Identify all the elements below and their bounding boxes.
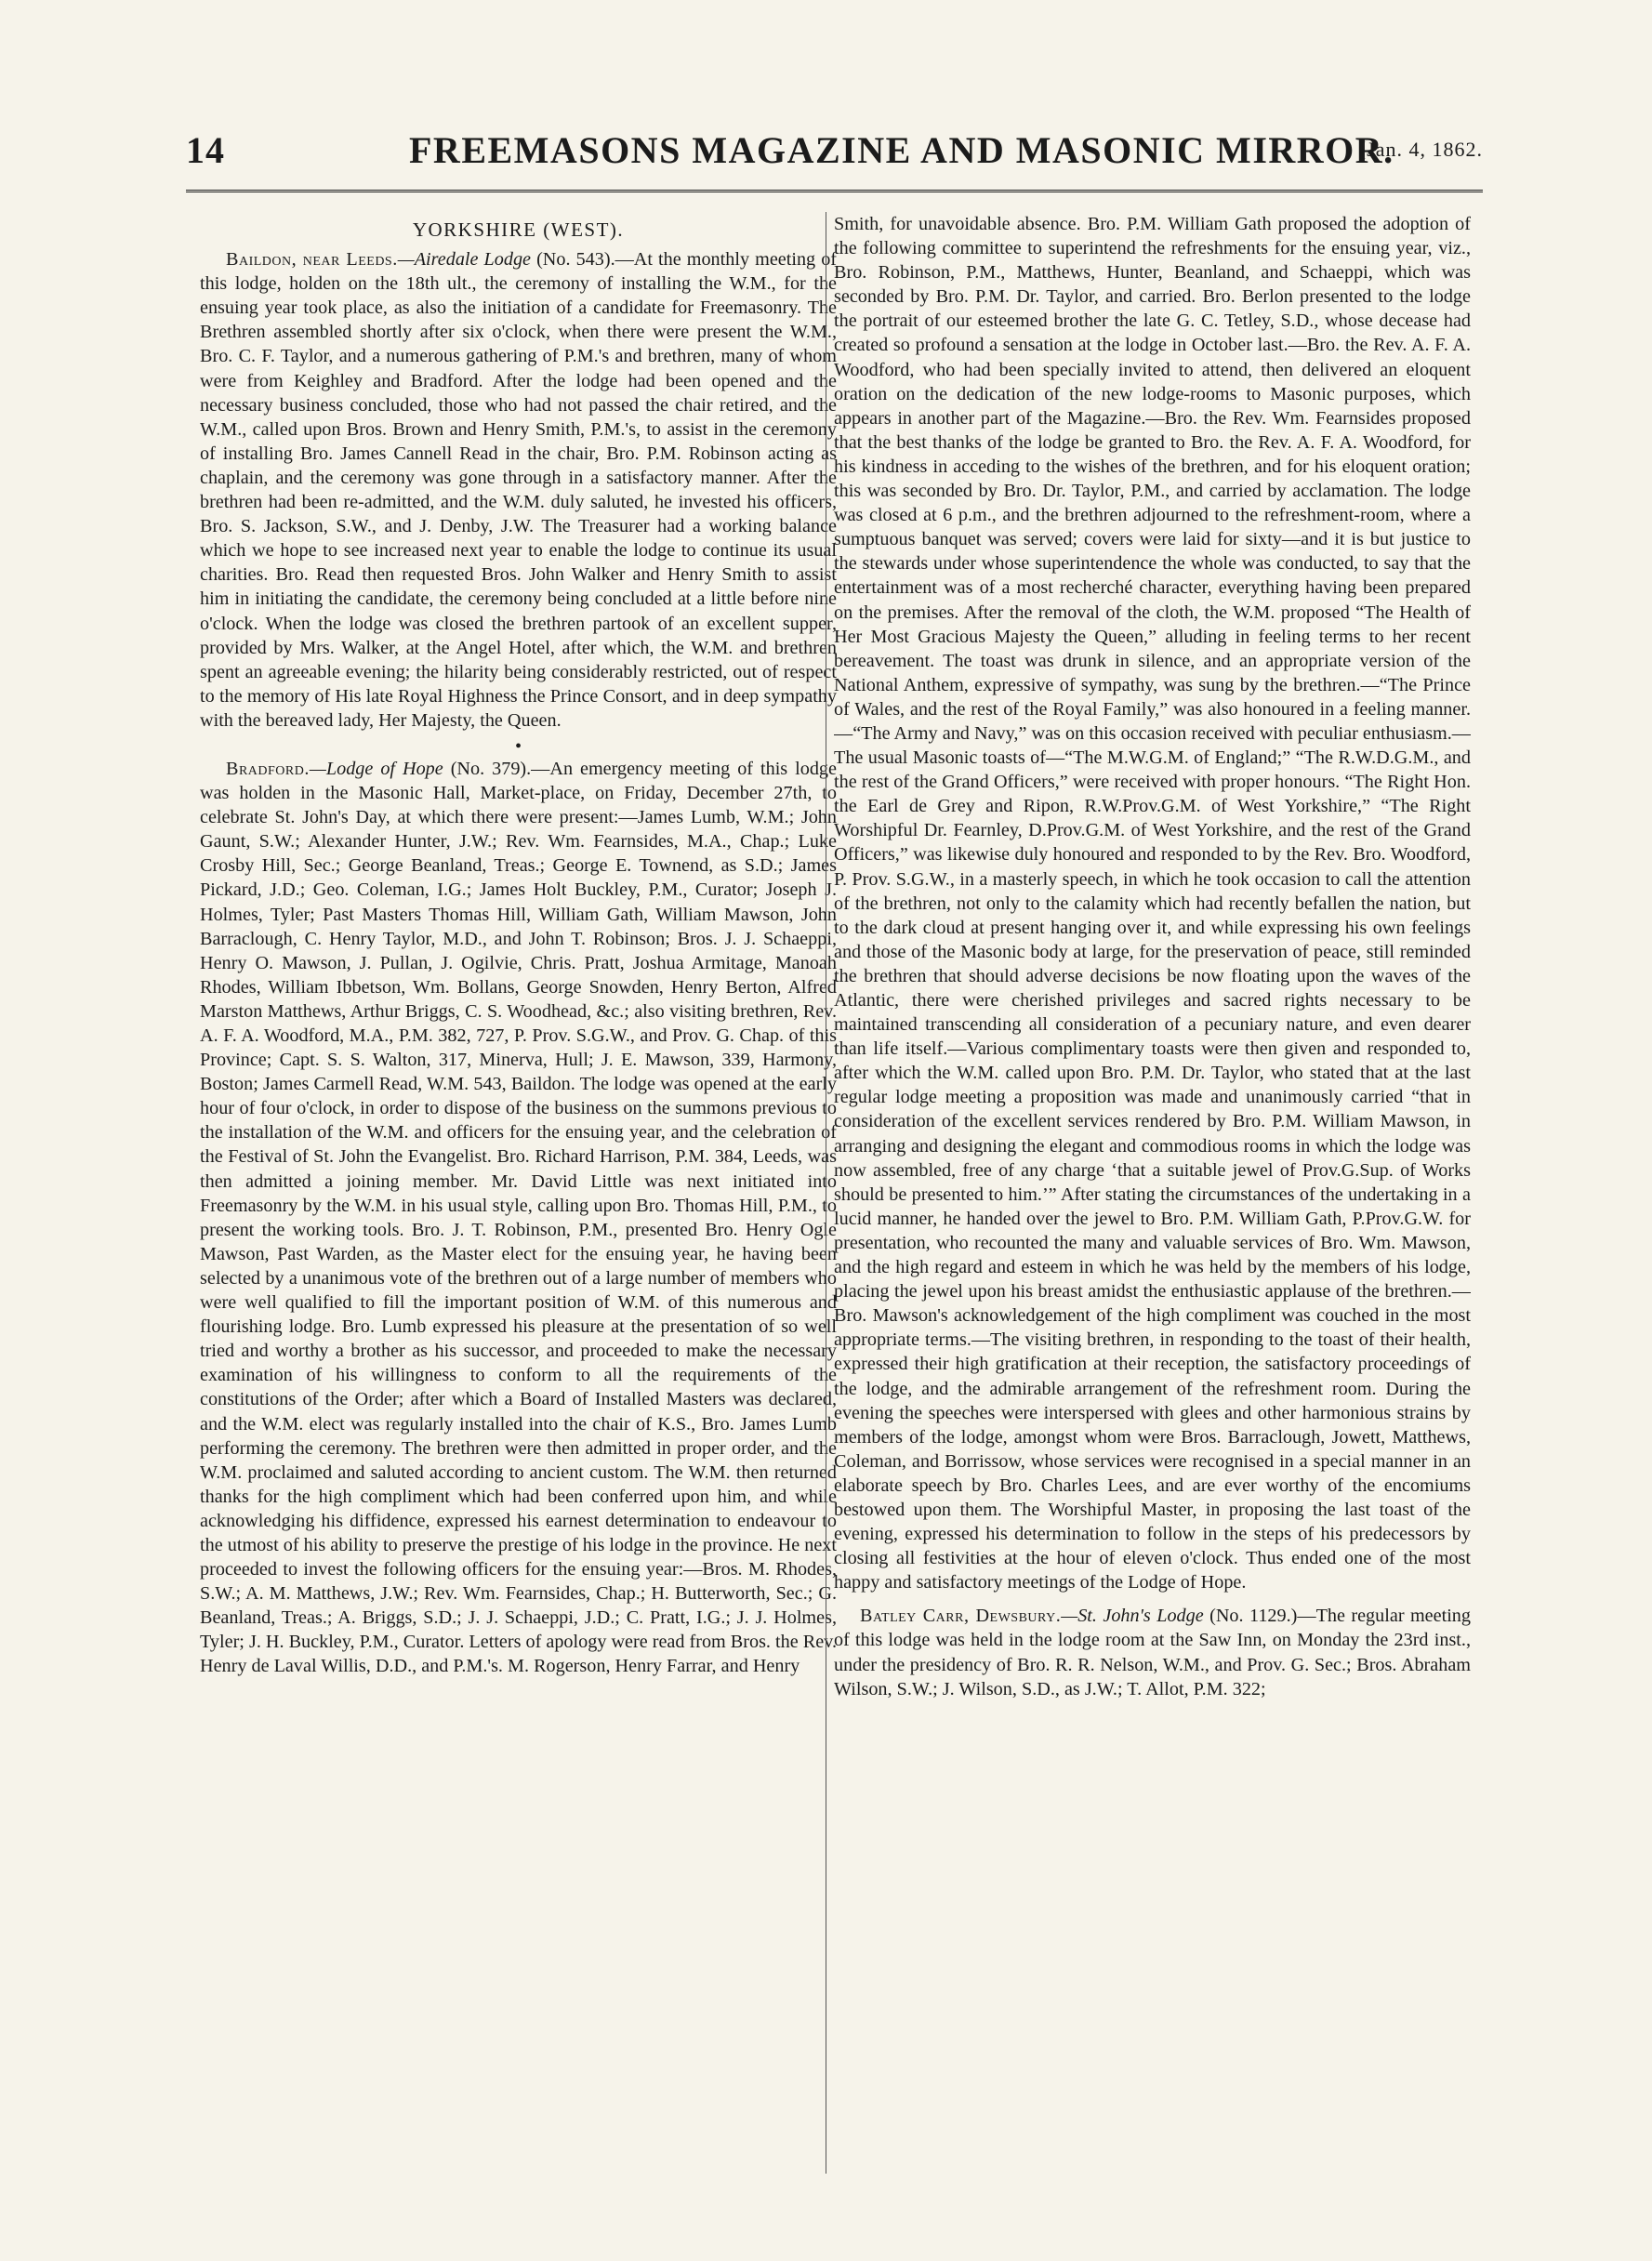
left-column (200, 212, 837, 2174)
page-header (186, 128, 1483, 180)
article-text: (No. 1129.)—The regular meeting of this lodge was held in the lodge room at the Saw Inn, on Monday the 23rd inst., under the presidency of Bro. R. R. Nelson, W.M., and Prov. G. Sec.; Bros. Abraham Wilson, S.W.; J. Wilson, S.D., as J.W.; T. Allot, P.M. 322; (834, 1606, 1471, 1699)
lodge-name: —St. John's Lodge (1061, 1606, 1204, 1627)
issue-date: [Jan. 4, 1862. (1358, 138, 1483, 161)
place-name: Bradford. (226, 758, 310, 779)
section-heading: YORKSHIRE (WEST). (412, 218, 625, 241)
article-bradford (200, 757, 837, 1679)
article-text: Smith, for unavoidable absence. Bro. P.M. William Gath proposed the adoption of the following committee to superintend the refreshments for the ensuing year, viz., Bro. Robinson, P.M., Matthews, Hunter, Beanland, and Schaeppi, which was seconded by Bro. P.M. Dr. Taylor, and carried. Bro. Berlon presented to the lodge the portrait of our esteemed brother the late G. C. Tetley, S.D., whose decease had created so profound a sensation at the lodge in October last.—Bro. the Rev. A. F. A. Woodford, who had been specially invited to attend, then delivered an eloquent oration on the dedication of the new lodge-rooms to Masonic purposes, which appears in another part of the Magazine.—Bro. the Rev. Wm. Fearnsides proposed that the best thanks of the lodge be granted to Bro. the Rev. A. F. A. Woodford, for his kindness in acceding to the wishes of the brethren, and for his eloquent oration; this was seconded by Bro. Dr. Taylor, P.M., and carried by acclamation. The lodge was closed at 6 p.m., and the brethren adjourned to the refreshment-room, where a sumptuous banquet was served; covers were laid for sixty—and it is but justice to the stewards under whose superintendence the whole was conducted, to say that the entertainment was of a most recherché character, everything having been prepared on the premises. After the removal of the cloth, the W.M. proposed “The Health of Her Most Gracious Majesty the Queen,” alluding in feeling terms to her recent bereavement. The toast was drunk in silence, and an appropriate version of the National Anthem, expressive of sympathy, was sung by the brethren.—“The Prince of Wales, and the rest of the Royal Family,” was also honoured in a feeling manner.—“The Army and Navy,” was on this occasion received with peculiar enthusiasm.—The usual Masonic toasts of—“The M.W.G.M. of England;” “The R.W.D.G.M., and the rest of the Grand Officers,” were received with proper honours. “The Right Hon. the Earl de Grey and Ripon, R.W.Prov.G.M. of West Yorkshire,” “The Right Worshipful Dr. Fearnley, D.Prov.G.M. of West Yorkshire, and the rest of the Grand Officers,” was likewise duly honoured and responded to by the Rev. Bro. Woodford, P. Prov. S.G.W., in a masterly speech, in which he took occasion to call the attention of the brethren, not only to the calamity which had recently befallen the nation, but to the dark cloud at present hanging over it, and while expressing his own feelings and those of the Masonic body at large, for the preservation of peace, still reminded the brethren that should adverse decisions be now floating upon the waves of the Atlantic, there were cherished privileges and sacred rights necessary to be maintained transcending all consideration of a pecuniary nature, and even dearer than life itself.—Various complimentary toasts were then given and responded to, after which the W.M. called upon Bro. P.M. Dr. Taylor, who stated that at the last regular lodge meeting a proposition was made and unanimously carried “that in consideration of the excellent services rendered by Bro. P.M. William Mawson, in arranging and designing the elegant and commodious rooms in which the lodge was now assembled, free of any charge ‘that a suitable jewel of Prov.G.Sup. of Works should be presented to him.’” After stating the circumstances of the undertaking in a lucid manner, he handed over the jewel to Bro. P.M. William Gath, P.Prov.G.W. for presentation, who recounted the many and valuable services of Bro. Wm. Mawson, and the high regard and esteem in which he was held by the members of his lodge, placing the jewel upon his breast amidst the enthusiastic applause of the brethren.—Bro. Mawson's acknowledgement of the high compliment was couched in the most appropriate terms.—The visiting brethren, in responding to the toast of their health, expressed their high gratification at their reception, the satisfactory proceedings of the lodge, and the admirable arrangement of the refreshment room. During the evening the speeches were interspersed with glees and other harmonious strains by members of the lodge, amongst whom were Bros. Barraclough, Jowett, Matthews, Coleman, and Borrissow, whose services were recognised in a special manner in an elaborate speech by Bro. Charles Lees, and are ever worthy of the encomiums bestowed upon them. The Worshipful Master, in proposing the last toast of the evening, expressed his determination to follow in the steps of his predecessors by closing all festivities at the hour of eleven o'clock. Thus ended one of the most happy and satisfactory meetings of the Lodge of Hope. (834, 214, 1471, 1593)
page-number: 14 (186, 129, 225, 171)
article-baildon (200, 247, 837, 733)
article-bradford-continued (834, 212, 1471, 1594)
article-text: (No. 543).—At the monthly meeting of this lodge, holden on the 18th ult., the ceremony of installing the W.M., for the ensuing year took place, as also the initiation of a candidate for Freemasonry. The Brethren assembled shortly after six o'clock, when there were present the W.M., Bro. C. F. Taylor, and a numerous gathering of P.M.'s and brethren, many of whom were from Keighley and Bradford. After the lodge had been opened and the necessary business concluded, those who had not passed the chair retired, and the W.M., called upon Bros. Brown and Henry Smith, P.M.'s, to assist in the ceremony of installing Bro. James Cannell Read in the chair, Bro. P.M. Robinson acting as chaplain, and the ceremony was gone through in a satisfactory manner. After the brethren had been re-admitted, and the W.M. duly saluted, he invested his officers, Bro. S. Jackson, S.W., and J. Denby, J.W. The Treasurer had a working balance which we hope to see increased next year to enable the lodge to continue its usual charities. Bro. Read then requested Bros. John Walker and Henry Smith to assist him in initiating the candidate, the ceremony being concluded at a little before nine o'clock. When the lodge was closed the brethren partook of an excellent supper, provided by Mrs. Walker, at the Angel Hotel, after which, the W.M. and brethren spent an agreeable evening; the hilarity being considerably restricted, out of respect to the memory of His late Royal Highness the Prince Consort, and in deep sympathy with the bereaved lady, Her Majesty, the Queen. (200, 249, 837, 731)
right-column (834, 212, 1471, 2174)
article-batley-carr (834, 1604, 1471, 1700)
place-name: Baildon, near Leeds. (226, 249, 398, 271)
place-name: Batley Carr, Dewsbury. (860, 1606, 1062, 1627)
lodge-name: —Airedale Lodge (397, 249, 532, 271)
header-rule (186, 190, 1483, 192)
article-text: (No. 379).—An emergency meeting of this lodge was holden in the Masonic Hall, Market-place, on Friday, December 27th, to celebrate St. John's Day, at which there were present:—James Lumb, W.M.; John Gaunt, S.W.; Alexander Hunter, J.W.; Rev. Wm. Fearnsides, M.A., Chap.; Luke Crosby Hill, Sec.; George Beanland, Treas.; George E. Townend, as S.D.; James Pickard, J.D.; Geo. Coleman, I.G.; James Holt Buckley, P.M., Curator; Joseph J. Holmes, Tyler; Past Masters Thomas Hill, William Gath, William Mawson, John Barraclough, C. Henry Taylor, M.D., and John T. Robinson; Bros. J. J. Schaeppi, Henry O. Mawson, J. Pullan, J. Ogilvie, Chris. Pratt, Joshua Armitage, Manoah Rhodes, William Ibbetson, Wm. Bollans, George Snowden, Henry Berton, Alfred Marston Matthews, Arthur Briggs, C. S. Woodhead, &c.; also visiting brethren, Rev. A. F. A. Woodford, M.A., P.M. 382, 727, P. Prov. S.G.W., and Prov. G. Chap. of this Province; Capt. S. S. Walton, 317, Minerva, Hull; J. E. Mawson, 339, Harmony, Boston; James Carmell Read, W.M. 543, Baildon. The lodge was opened at the early hour of four o'clock, in order to dispose of the business on the summons previous to the installation of the W.M. and officers for the ensuing year, and the celebration of the Festival of St. John the Evangelist. Bro. Richard Harrison, P.M. 384, Leeds, was then admitted a joining member. Mr. David Little was next initiated into Freemasonry by the W.M. in his usual style, calling upon Bro. Thomas Hill, P.M., to present the working tools. Bro. J. T. Robinson, P.M., presented Bro. Henry Ogle Mawson, Past Warden, as the Master elect for the ensuing year, he having been selected by a unanimous vote of the brethren out of a large number of members who were well qualified to fill the important position of W.M. of this numerous and flourishing lodge. Bro. Lumb expressed his pleasure at the presentation of so well tried and worthy a brother as his successor, and proceeded to make the necessary examination of his willingness to conform to all the requirements of the constitutions of the Order; after which a Board of Installed Masters was declared, and the W.M. elect was regularly installed into the chair of K.S., Bro. James Lumb performing the ceremony. The brethren were then admitted in proper order, and the W.M. proclaimed and saluted according to ancient custom. The W.M. then returned thanks for the high compliment which had been conferred upon him, and while acknowledging his diffidence, expressed his earnest determination to endeavour to the utmost of his ability to preserve the prestige of his lodge in the province. He next proceeded to invest the following officers for the ensuing year:—Bros. M. Rhodes, S.W.; A. M. Matthews, J.W.; Rev. Wm. Fearnsides, Chap.; H. Butterworth, Sec.; G. Beanland, Treas.; A. Briggs, S.D.; J. J. Schaeppi, J.D.; C. Pratt, I.G.; J. J. Holmes, Tyler; J. H. Buckley, P.M., Curator. Letters of apology were read from Bros. the Rev. Henry de Laval Willis, D.D., and P.M.'s. M. Rogerson, Henry Farrar, and Henry (200, 758, 837, 1677)
lodge-name: —Lodge of Hope (309, 758, 443, 779)
separator-dot: • (514, 735, 522, 757)
running-title: FREEMASONS MAGAZINE AND MASONIC MIRROR. (409, 129, 1394, 171)
